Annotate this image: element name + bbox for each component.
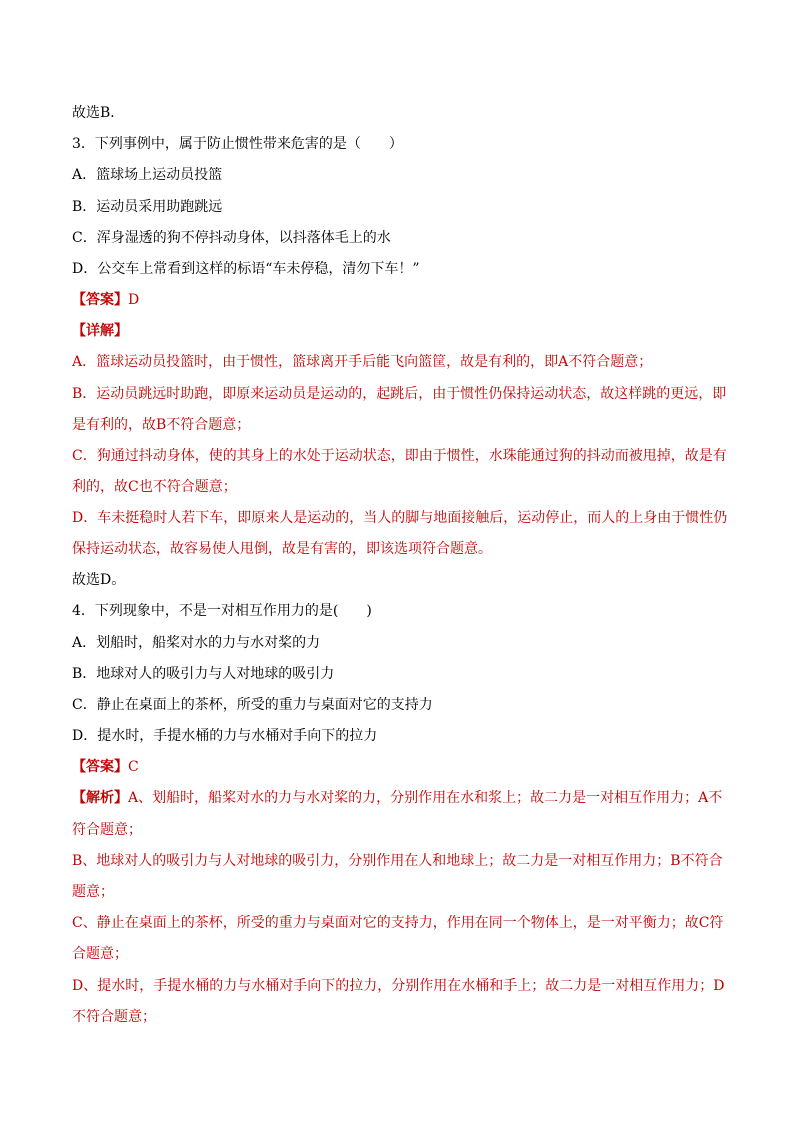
question-3-option-d: D．公交车上常看到这样的标语“车未停稳，清勿下车！” <box>72 261 420 277</box>
detail-b-line1: B．运动员跳远时助跑，即原来运动员是运动的，起跳后，由于惯性仍保持运动状态，故这样跳的更远，即 <box>72 386 727 402</box>
question-3-option-c: C．浑身湿透的狗不停抖动身体，以抖落体毛上的水 <box>72 230 391 246</box>
analysis-c-line1: C、静止在桌面上的茶杯，所受的重力与桌面对它的支持力，作用在同一个物体上，是一对平衡力；故C符 <box>72 915 724 931</box>
conclusion-line-2: 故选D。 <box>72 572 126 588</box>
analysis-a-line2: 符合题意； <box>72 822 142 838</box>
analysis-a-line1 <box>72 788 724 808</box>
analysis-b-line2: 题意； <box>72 884 114 900</box>
answer-value: C <box>128 759 139 775</box>
question-4-option-b: B．地球对人的吸引力与人对地球的吸引力 <box>72 666 335 682</box>
answer-value: D <box>128 292 140 308</box>
answer-label: 【答案】 <box>72 759 128 775</box>
analysis-label: 【解析】 <box>72 790 128 806</box>
detail-c-line1: C．狗通过抖动身体，使的其身上的水处于运动状态，即由于惯性，水珠能通过狗的抖动而被甩掉，故是有 <box>72 448 727 464</box>
analysis-b-line1: B、地球对人的吸引力与人对地球的吸引力，分别作用在人和地球上；故二力是一对相互作用力；B不符合 <box>72 853 723 869</box>
question-3-option-b: B．运动员采用助跑跳远 <box>72 199 223 215</box>
analysis-c-line2: 合题意； <box>72 946 128 962</box>
answer-label: 【答案】 <box>72 292 128 308</box>
question-4-option-d: D．提水时，手提水桶的力与水桶对手向下的拉力 <box>72 728 378 744</box>
question-4-option-c: C．静止在桌面上的茶杯，所受的重力与桌面对它的支持力 <box>72 697 433 713</box>
detail-b-line2: 是有利的，故B不符合题意； <box>72 417 251 433</box>
analysis-d-line2: 不符合题意； <box>72 1009 156 1025</box>
question-3-answer <box>72 290 724 310</box>
question-3-stem: 3．下列事例中，属于防止惯性带来危害的是（ ） <box>72 136 403 152</box>
detail-d-line2: 保持运动状态，故容易使人甩倒，故是有害的，即该选项符合题意。 <box>72 541 492 557</box>
detail-d-line1: D．车未挺稳时人若下车，即原来人是运动的，当人的脚与地面接触后，运动停止，而人的上身由于惯性仍 <box>72 510 728 526</box>
question-4-stem: 4．下列现象中，不是一对相互作用力的是( ) <box>72 603 372 619</box>
analysis-d-line1: D、提水时，手提水桶的力与水桶对手向下的拉力，分别作用在水桶和手上；故二力是一对相互作用力；D <box>72 978 725 994</box>
question-3-option-a: A．篮球场上运动员投篮 <box>72 167 223 183</box>
detail-heading: 【详解】 <box>72 323 128 339</box>
detail-a: A．篮球运动员投篮时，由于惯性，篮球离开手后能飞向篮筐，故是有利的，即A不符合题意； <box>72 354 653 370</box>
conclusion-line: 故选B． <box>72 105 125 121</box>
detail-c-line2: 利的，故C也不符合题意； <box>72 479 237 495</box>
question-4-option-a: A．划船时，船桨对水的力与水对桨的力 <box>72 635 321 651</box>
question-4-answer <box>72 757 724 777</box>
analysis-text: A、划船时，船桨对水的力与水对桨的力，分别作用在水和浆上；故二力是一对相互作用力；A不 <box>128 790 723 806</box>
